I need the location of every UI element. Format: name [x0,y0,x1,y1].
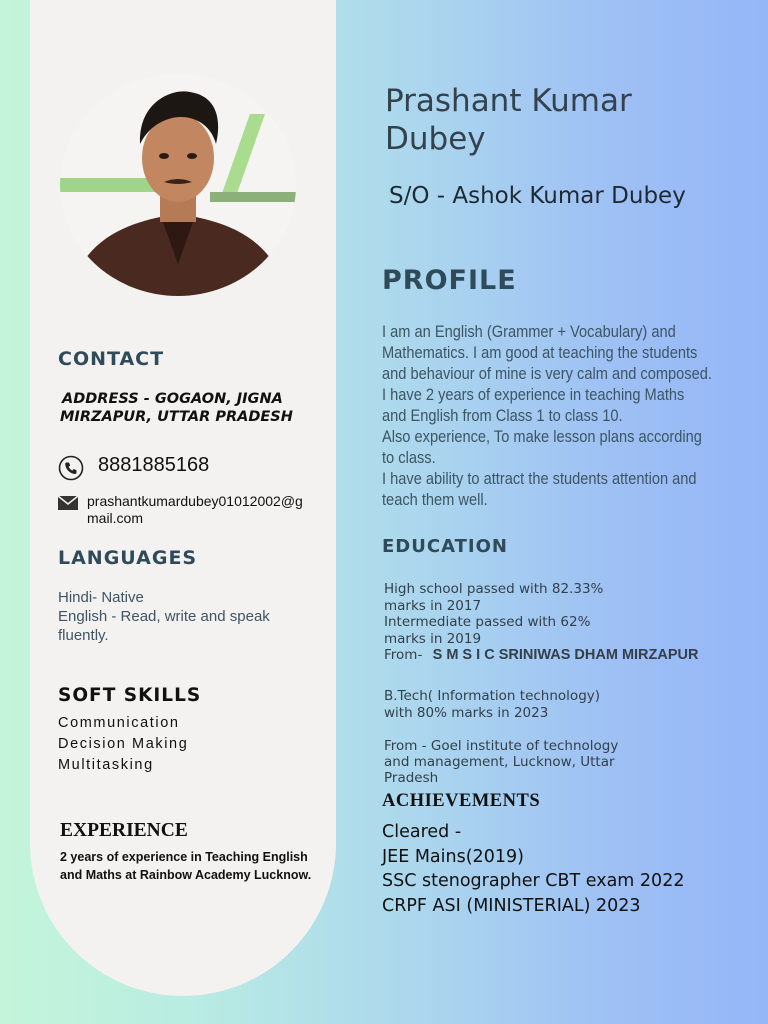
person-portrait-image [60,74,296,296]
profile-line: I am an English (Grammer + Vocabulary) and [382,322,676,341]
skill-item: Communication [58,715,180,731]
profile-line: and English from Class 1 to class 10. [382,406,623,425]
soft-skills-heading: SOFT SKILLS [58,685,202,706]
parent-name: S/O - Ashok Kumar Dubey [389,183,686,209]
name-line-2: Dubey [385,121,486,157]
achievements-heading: ACHIEVEMENTS [382,791,541,811]
address-line-1: ADDRESS - GOGAON, JIGNA [62,391,283,407]
btech-education [384,688,600,722]
soft-skills-list [58,713,188,776]
phone-number[interactable]: 8881885168 [98,454,210,476]
experience-line-2: and Maths at Rainbow Academy Lucknow. [60,868,312,882]
college-line: From - Goel institute of technology [384,738,619,754]
full-name [385,82,632,158]
school-line: marks in 2017 [384,597,482,614]
education-heading: EDUCATION [382,536,508,557]
languages-list [58,588,270,645]
languages-heading: LANGUAGES [58,547,198,569]
profile-line: to class. [382,448,436,467]
achievement-item: JEE Mains(2019) [382,846,524,867]
school-education [384,581,698,664]
school-line: Intermediate passed with 62% [384,614,591,630]
btech-line: B.Tech( Information technology) [384,688,601,704]
skill-item: Multitasking [58,757,154,773]
address-line-2: MIRZAPUR, UTTAR PRADESH [60,409,293,425]
contact-heading: CONTACT [58,348,165,370]
profile-line: teach them well. [382,490,488,509]
school-from-line [384,647,698,664]
experience-line-1: 2 years of experience in Teaching English [60,850,308,864]
achievement-item: SSC stenographer CBT exam 2022 [382,871,685,891]
achievement-item: CRPF ASI (MINISTERIAL) 2023 [382,895,641,916]
email-line-1: prashantkumardubey01012002@g [87,493,303,509]
experience-heading: EXPERIENCE [60,820,188,841]
email-address[interactable] [87,493,303,527]
name-line-1: Prashant Kumar [385,83,632,119]
btech-line: with 80% marks in 2023 [384,705,549,721]
school-line: High school passed with 82.33% [384,581,604,597]
profile-line: I have 2 years of experience in teaching Maths [382,385,685,404]
profile-text [382,321,743,510]
school-from-label: From- [384,647,423,663]
profile-heading: PROFILE [382,265,517,296]
language-item: fluently. [58,627,109,644]
address [60,390,330,426]
profile-line: and behaviour of mine is very calm and composed. [382,364,712,383]
achievement-item: Cleared - [382,822,462,842]
school-name: S M S I C SRINIWAS DHAM MIRZAPUR [432,647,699,663]
profile-photo [60,74,296,296]
language-item: Hindi- Native [58,589,144,606]
profile-line: Also experience, To make lesson plans according [382,427,702,446]
profile-line: I have ability to attract the students attention and [382,469,697,488]
college-line: and management, Lucknow, Uttar [384,754,615,770]
envelope-icon [58,496,78,515]
school-line: marks in 2019 [384,630,482,647]
achievements-list [382,820,684,918]
skill-item: Decision Making [58,736,189,752]
phone-icon [58,455,84,486]
profile-line: Mathematics. I am good at teaching the students [382,343,698,362]
college-education [384,738,618,786]
language-item: English - Read, write and speak [58,608,270,625]
college-line: Pradesh [384,770,439,786]
email-line-2: mail.com [87,510,144,526]
experience-text [60,848,311,884]
